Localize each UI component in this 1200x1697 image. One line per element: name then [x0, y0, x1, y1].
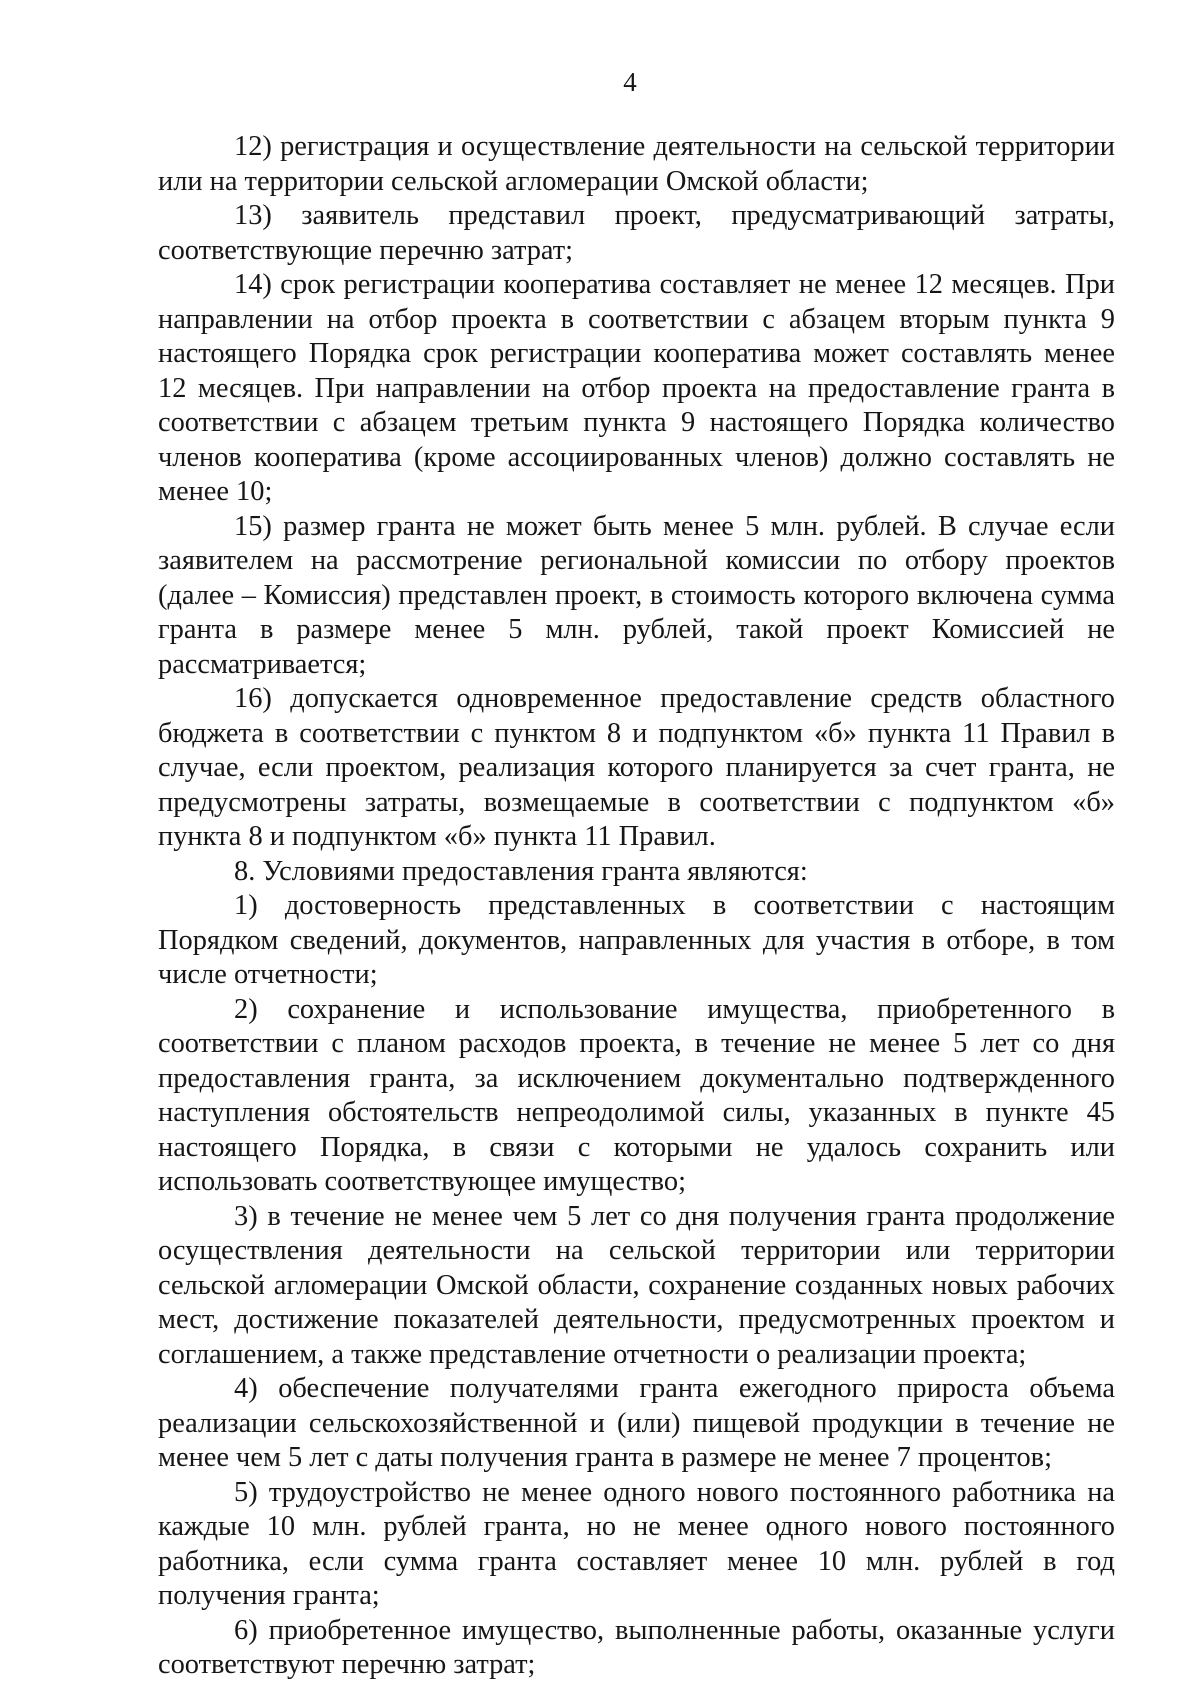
paragraph-item-14: 14) срок регистрации кооператива составляет не менее 12 месяцев. При направлении на отбор проекта в соответствии с абзацем вторым пункта 9 настоящего Порядка срок регистрации кооператива может составлять менее 12 месяцев. При направлении на отбор проекта на предоставление гранта в соответствии с абзацем третьим пункта 9 настоящего Порядка количество членов кооператива (кроме ассоциированных членов) должно составлять не менее 10; [158, 269, 1115, 507]
page-number: 4 [623, 67, 637, 97]
condition-item-5: 5) трудоустройство не менее одного нового постоянного работника на каждые 10 млн. рублей гранта, но не менее одного нового постоянного работника, если сумма гранта составляет менее 10 млн. рублей в год получения гранта; [158, 1476, 1115, 1611]
paragraph-item-13: 13) заявитель представил проект, предусматривающий затраты, соответствующие перечню затрат; [158, 200, 1115, 266]
paragraph-item-15: 15) размер гранта не может быть менее 5 млн. рублей. В случае если заявителем на рассмотрение региональной комиссии по отбору проектов (далее – Комиссия) представлен проект, в стоимость которого включена сумма гранта в размере менее 5 млн. рублей, такой проект Комиссией не рассматривается; [158, 510, 1115, 680]
condition-item-3: 3) в течение не менее чем 5 лет со дня получения гранта продолжение осуществления деятельности на сельской территории или территории сельской агломерации Омской области, сохранение созданных новых рабочих мест, достижение показателей деятельности, предусмотренных проектом и соглашением, а также представление отчетности о реализации проекта; [158, 1200, 1115, 1370]
paragraph-item-16: 16) допускается одновременное предоставление средств областного бюджета в соответствии с пунктом 8 и подпунктом «б» пункта 11 Правил в случае, если проектом, реализация которого планируется за счет гранта, не предусмотрены затраты, возмещаемые в соответствии с подпунктом «б» пункта 8 и подпунктом «б» пункта 11 Правил. [158, 683, 1115, 852]
condition-item-1: 1) достоверность представленных в соответствии с настоящим Порядком сведений, документов, направленных для участия в отборе, в том числе отчетности; [158, 890, 1115, 990]
condition-item-4: 4) обеспечение получателями гранта ежегодного прироста объема реализации сельскохозяйственной и (или) пищевой продукции в течение не менее чем 5 лет с даты получения гранта в размере не менее 7 процентов; [158, 1373, 1115, 1473]
section-heading-8: 8. Условиями предоставления гранта являются: [234, 855, 808, 887]
condition-item-6: 6) приобретенное имущество, выполненные работы, оказанные услуги соответствуют перечню затрат; [158, 1614, 1115, 1680]
document-body [158, 130, 1115, 1683]
paragraph-item-12: 12) регистрация и осуществление деятельности на сельской территории или на территории сельской агломерации Омской области; [158, 131, 1115, 197]
condition-item-2: 2) сохранение и использование имущества, приобретенного в соответствии с планом расходов проекта, в течение не менее 5 лет со дня предоставления гранта, за исключением документально подтвержденного наступления обстоятельств непреодолимой силы, указанных в пункте 45 настоящего Порядка, в связи с которыми не удалось сохранить или использовать соответствующее имущество; [158, 993, 1115, 1197]
